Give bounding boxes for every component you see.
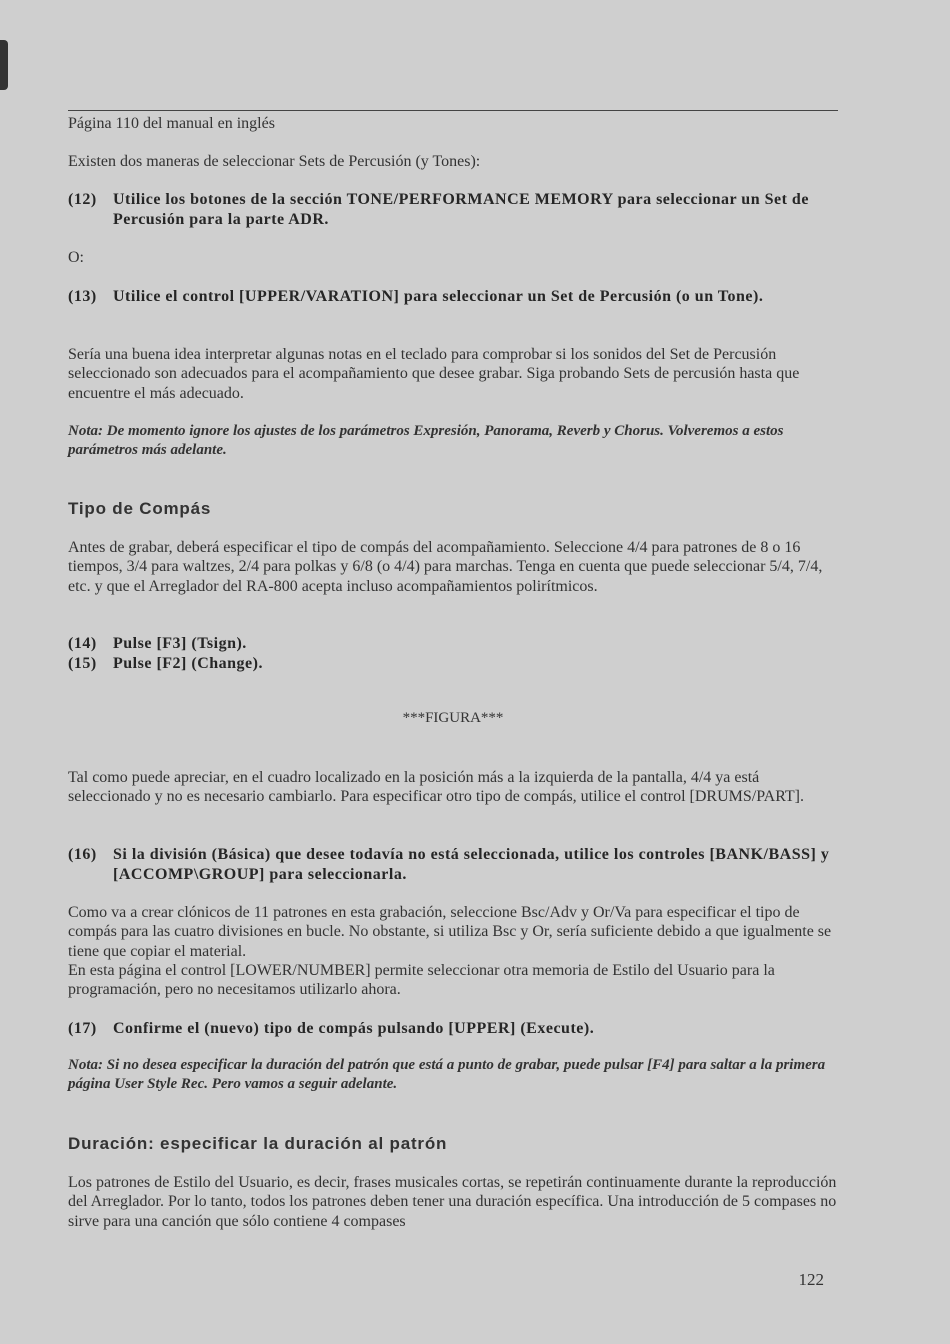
step-16 <box>68 845 838 885</box>
header-rule <box>68 110 838 111</box>
or-text: O: <box>68 249 84 266</box>
step-16-text: Si la división (Básica) que desee todavía no está seleccionada, utilice los controles [BANK/BASS] y [ACCOMP\GROUP] para seleccionarla. <box>113 846 830 883</box>
scan-edge-mark <box>0 40 8 90</box>
step-13-number: (13) <box>68 288 97 305</box>
clones-paragraph: Como va a crear clónicos de 11 patrones en esta grabación, seleccione Bsc/Adv y Or/Va para especificar el tipo de compás para las cuatro divisiones en bucle. No obstante, si utiliza Bsc y Or, sería suficiente debido a que igualmente se tiene que copiar el material. <box>68 904 832 960</box>
source-note: Página 110 del manual en inglés <box>68 115 275 132</box>
step-15-text: Pulse [F2] (Change). <box>113 655 263 672</box>
note-skip-duration: Nota: Si no desea especificar la duración del patrón que está a punto de grabar, puede pulsar [F4] para saltar a la primera página User Style Rec. Pero vamos a seguir adelante. <box>68 1057 826 1092</box>
step-14 <box>68 634 838 654</box>
duration-paragraph: Los patrones de Estilo del Usuario, es decir, frases musicales cortas, se repetirán continuamente durante la reproducción del Arreglador. Por lo tanto, todos los patrones deben tener una duración específica. Una introducción de 5 compases no sirve para una canción que sólo contiene 4 compases <box>68 1174 837 1230</box>
step-13 <box>68 287 838 307</box>
step-15-number: (15) <box>68 655 97 672</box>
step-13-text: Utilice el control [UPPER/VARATION] para seleccionar un Set de Percusión (o un Tone). <box>113 288 764 305</box>
step-17 <box>68 1019 838 1039</box>
step-15 <box>68 654 838 674</box>
step-12-number: (12) <box>68 191 97 208</box>
step-12-text: Utilice los botones de la sección TONE/PERFORMANCE MEMORY para seleccionar un Set de Percusión para la parte ADR. <box>113 191 809 228</box>
intro-paragraph: Existen dos maneras de seleccionar Sets de Percusión (y Tones): <box>68 153 481 170</box>
step-14-number: (14) <box>68 635 97 652</box>
figure-placeholder: ***FIGURA*** <box>402 710 504 726</box>
heading-time-signature: Tipo de Compás <box>68 499 212 518</box>
step-12 <box>68 190 838 230</box>
percussion-tip-paragraph: Sería una buena idea interpretar algunas notas en el teclado para comprobar si los sonidos del Set de Percusión seleccionado son adecuados para el acompañamiento que desee grabar. Siga probando Sets de percusión hasta que encuentre el más adecuado. <box>68 346 800 402</box>
step-16-number: (16) <box>68 846 97 863</box>
step-14-text: Pulse [F3] (Tsign). <box>113 635 247 652</box>
step-17-text: Confirme el (nuevo) tipo de compás pulsando [UPPER] (Execute). <box>113 1020 595 1037</box>
time-signature-paragraph: Antes de grabar, deberá especificar el tipo de compás del acompañamiento. Seleccione 4/4 para patrones de 8 o 16 tiempos, 3/4 para waltzes, 2/4 para polkas y 6/8 (o 4/4) para marchas. Tenga en cuenta que puede seleccionar 5/4, 7/4, etc. y que el Arreglador del RA-800 acepta incluso acompañamientos polirítmicos. <box>68 539 823 595</box>
step-17-number: (17) <box>68 1020 97 1037</box>
note-expression: Nota: De momento ignore los ajustes de los parámetros Expresión, Panorama, Reverb y Chorus. Volveremos a estos parámetros más adelante. <box>68 423 784 458</box>
heading-duration: Duración: especificar la duración al patrón <box>68 1134 448 1153</box>
page-number: 122 <box>798 1270 824 1289</box>
display-info-paragraph: Tal como puede apreciar, en el cuadro localizado en la posición más a la izquierda de la pantalla, 4/4 ya está seleccionado y no es necesario cambiarlo. Para especificar otro tipo de compás, utilice el control [DRUMS/PART]. <box>68 769 805 806</box>
lower-number-paragraph: En esta página el control [LOWER/NUMBER] permite seleccionar otra memoria de Estilo del Usuario para la programación, pero no necesitamos utilizarlo ahora. <box>68 962 775 999</box>
